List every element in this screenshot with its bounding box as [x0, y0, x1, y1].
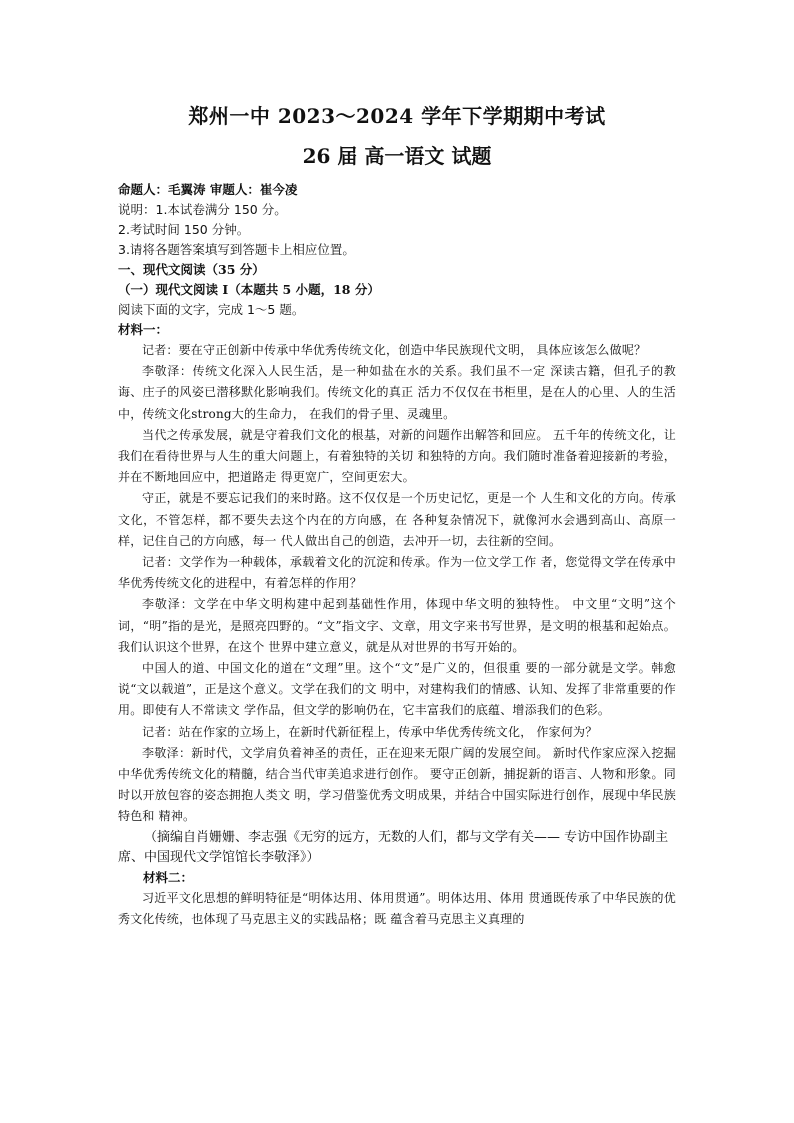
material-1-label: 材料一： [118, 322, 169, 337]
paragraph: 记者：站在作家的立场上，在新时代新征程上，传承中华优秀传统文化， 作家何为？ [142, 724, 598, 739]
note-line-3: 3.请将各题答案填写到答题卡上相应位置。 [118, 242, 355, 257]
exam-subtitle: 26 届 高一语文 试题 [302, 144, 492, 168]
paragraph: 李敬泽：新时代，文学肩负着神圣的责任，正在迎来无限广阔的发展空间。 新时代作家应深入挖掘中华优秀传统文化的精髓，结合当代审美追求进行创作。 要守正创新，捕捉新的语言、人物和形象。同时以开放包容的姿态拥抱人类文 明，学习借鉴优秀文明成果，并结合中国实际进行创作，展现中华民族特色和 精神。 [118, 745, 676, 824]
material-2-label: 材料二： [143, 869, 194, 885]
paragraph: 记者：文学作为一种载体，承载着文化的沉淀和传承。作为一位文学工作 者，您觉得文学在传承中华优秀传统文化的进程中，有着怎样的作用？ [118, 555, 676, 591]
paragraph: 李敬泽：传统文化深入人民生活，是一种如盐在水的关系。我们虽不一定 深读古籍，但孔子的教诲、庄子的风姿已潜移默化影响我们。传统文化的真正 活力不仅仅在书柜里，是在人的心里、人的生活中，传统文化strong大的生命力， 在我们的骨子里、灵魂里。 [118, 364, 676, 421]
exam-title: 郑州一中 2023～2024 学年下学期期中考试 [188, 104, 606, 128]
note-line-1: 说明：1.本试卷满分 150 分。 [118, 202, 287, 217]
paragraph: 守正，就是不要忘记我们的来时路。这不仅仅是一个历史记忆，更是一个 人生和文化的方向。传承文化，不管怎样，都不要失去这个内在的方向感，在 各种复杂情况下，就像河水会遇到高山、高原一样，记住自己的方向感，每一 代人做出自己的创造，去冲开一切，去往新的空间。 [118, 491, 676, 548]
paragraph: 中国人的道、中国文化的道在“文理”里。这个“文”是广义的，但很重 要的一部分就是文学。韩愈说“文以载道”，正是这个意义。文学在我们的文 明中，对建构我们的情感、认知、发挥了非常重要的作用。即使有人不常读文 学作品，但文学的影响仍在，它丰富我们的底蕴、增添我们的色彩。 [118, 661, 676, 718]
note-line-2: 2.考试时间 150 分钟。 [118, 222, 250, 237]
authors-line: 命题人：毛翼涛 审题人：崔今凌 [118, 182, 298, 197]
paragraph: 记者：要在守正创新中传承中华优秀传统文化，创造中华民族现代文明， 具体应该怎么做呢？ [142, 343, 647, 357]
subsection-heading: （一）现代文阅读 I（本题共 5 小题，18 分） [118, 282, 380, 297]
reading-instruction: 阅读下面的文字，完成 1～5 题。 [118, 302, 305, 317]
material-2-body [118, 888, 676, 930]
paragraph: 李敬泽：文学在中华文明构建中起到基础性作用，体现中华文明的独特性。 中文里“文明”这个词，“明”指的是光，是照亮四野的。“文”指文字、文章，用文字来书写世界，是文明的根基和起始点。我们认识这个世界，在这个 世界中建立意义，就是从对世界的书写开始的。 [118, 597, 676, 654]
material-1-body [118, 340, 676, 868]
material-1-source: （摘编自肖姗姗、李志强《无穷的远方，无数的人们，都与文学有关—— 专访中国作协副主席、中国现代文学馆馆长李敬泽》） [118, 829, 669, 865]
paragraph: 当代之传承发展，就是守着我们文化的根基，对新的问题作出解答和回应。 五千年的传统文化，让我们在看待世界与人生的重大问题上，有着独特的关切 和独特的方向。我们随时准备着迎接新的考验，并在不断地回应中，把道路走 得更宽广，空间更宏大。 [118, 427, 676, 485]
paragraph: 习近平文化思想的鲜明特征是“明体达用、体用贯通”。明体达用、体用 贯通既传承了中华民族的优秀文化传统，也体现了马克思主义的实践品格；既 蕴含着马克思主义真理的 [118, 890, 676, 926]
section-heading: 一、现代文阅读（35 分） [118, 262, 265, 277]
